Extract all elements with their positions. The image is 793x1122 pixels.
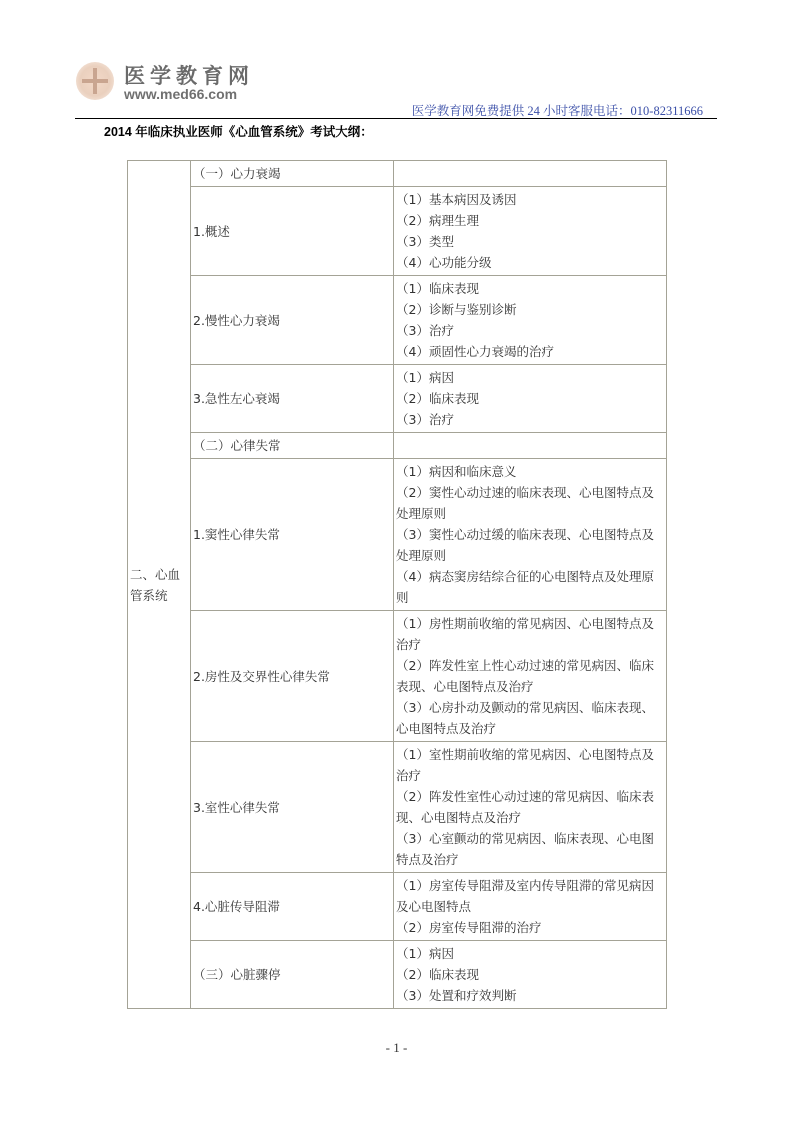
items-cell (394, 941, 667, 1009)
topic-cell: 1.概述 (191, 187, 394, 276)
items-cell (394, 276, 667, 365)
items-cell (394, 433, 667, 459)
list-item: （2）临床表现 (396, 391, 479, 406)
items-cell (394, 365, 667, 433)
list-item: （3）治疗 (396, 412, 454, 427)
topic-cell: 2.慢性心力衰竭 (191, 276, 394, 365)
table-row (128, 941, 667, 1009)
topic-cell: 4.心脏传导阻滞 (191, 873, 394, 941)
list-item: （2）房室传导阻滞的治疗 (396, 920, 542, 935)
topic-cell: 2.房性及交界性心律失常 (191, 611, 394, 742)
topic-cell: （三）心脏骤停 (191, 941, 394, 1009)
logo-url: www.med66.com (124, 86, 238, 102)
items-cell (394, 742, 667, 873)
logo-text: 医学教育网 (124, 64, 254, 88)
list-item: （1）临床表现 (396, 281, 479, 296)
items-cell (394, 873, 667, 941)
site-logo (76, 58, 256, 108)
list-item: （3）治疗 (396, 323, 454, 338)
document-title: 2014 年临床执业医师《心血管系统》考试大纲： (104, 125, 373, 139)
topic-cell: （一）心力衰竭 (191, 161, 394, 187)
list-item: （4）病态窦房结综合征的心电图特点及处理原则 (396, 569, 654, 605)
list-item: （1）房室传导阻滞及室内传导阻滞的常见病因及心电图特点 (396, 878, 654, 914)
list-item: （1）病因 (396, 370, 454, 385)
logo-cross-icon (76, 62, 114, 100)
table-row (128, 365, 667, 433)
list-item: （4）顽固性心力衰竭的治疗 (396, 344, 554, 359)
table-row (128, 459, 667, 611)
topic-cell: 1.窦性心律失常 (191, 459, 394, 611)
table-row (128, 161, 667, 187)
system-cell: 二、心血管系统 (128, 161, 191, 1009)
table-row (128, 873, 667, 941)
hotline-text: 医学教育网免费提供 24 小时客服电话：010-82311666 (411, 104, 703, 118)
list-item: （3）心室颤动的常见病因、临床表现、心电图特点及治疗 (396, 831, 654, 867)
list-item: （3）心房扑动及颤动的常见病因、临床表现、心电图特点及治疗 (396, 700, 654, 736)
list-item: （4）心功能分级 (396, 255, 492, 270)
header-divider (75, 118, 717, 119)
topic-cell: （二）心律失常 (191, 433, 394, 459)
items-cell (394, 161, 667, 187)
list-item: （2）诊断与鉴别诊断 (396, 302, 517, 317)
list-item: （1）房性期前收缩的常见病因、心电图特点及治疗 (396, 616, 654, 652)
list-item: （3）窦性心动过缓的临床表现、心电图特点及处理原则 (396, 527, 654, 563)
list-item: （3）处置和疗效判断 (396, 988, 517, 1003)
items-cell (394, 459, 667, 611)
table-row (128, 187, 667, 276)
page-number: - 1 - (385, 1040, 408, 1055)
list-item: （2）阵发性室性心动过速的常见病因、临床表现、心电图特点及治疗 (396, 789, 654, 825)
list-item: （2）临床表现 (396, 967, 479, 982)
topic-cell: 3.室性心律失常 (191, 742, 394, 873)
list-item: （1）病因 (396, 946, 454, 961)
list-item: （3）类型 (396, 234, 454, 249)
list-item: （1）基本病因及诱因 (396, 192, 517, 207)
table-row (128, 742, 667, 873)
list-item: （1）病因和临床意义 (396, 464, 517, 479)
table-row (128, 276, 667, 365)
list-item: （2）病理生理 (396, 213, 479, 228)
table-row (128, 611, 667, 742)
syllabus-table (127, 160, 667, 1009)
items-cell (394, 611, 667, 742)
list-item: （2）窦性心动过速的临床表现、心电图特点及处理原则 (396, 485, 654, 521)
table-row (128, 433, 667, 459)
list-item: （2）阵发性室上性心动过速的常见病因、临床表现、心电图特点及治疗 (396, 658, 654, 694)
topic-cell: 3.急性左心衰竭 (191, 365, 394, 433)
items-cell (394, 187, 667, 276)
list-item: （1）室性期前收缩的常见病因、心电图特点及治疗 (396, 747, 654, 783)
